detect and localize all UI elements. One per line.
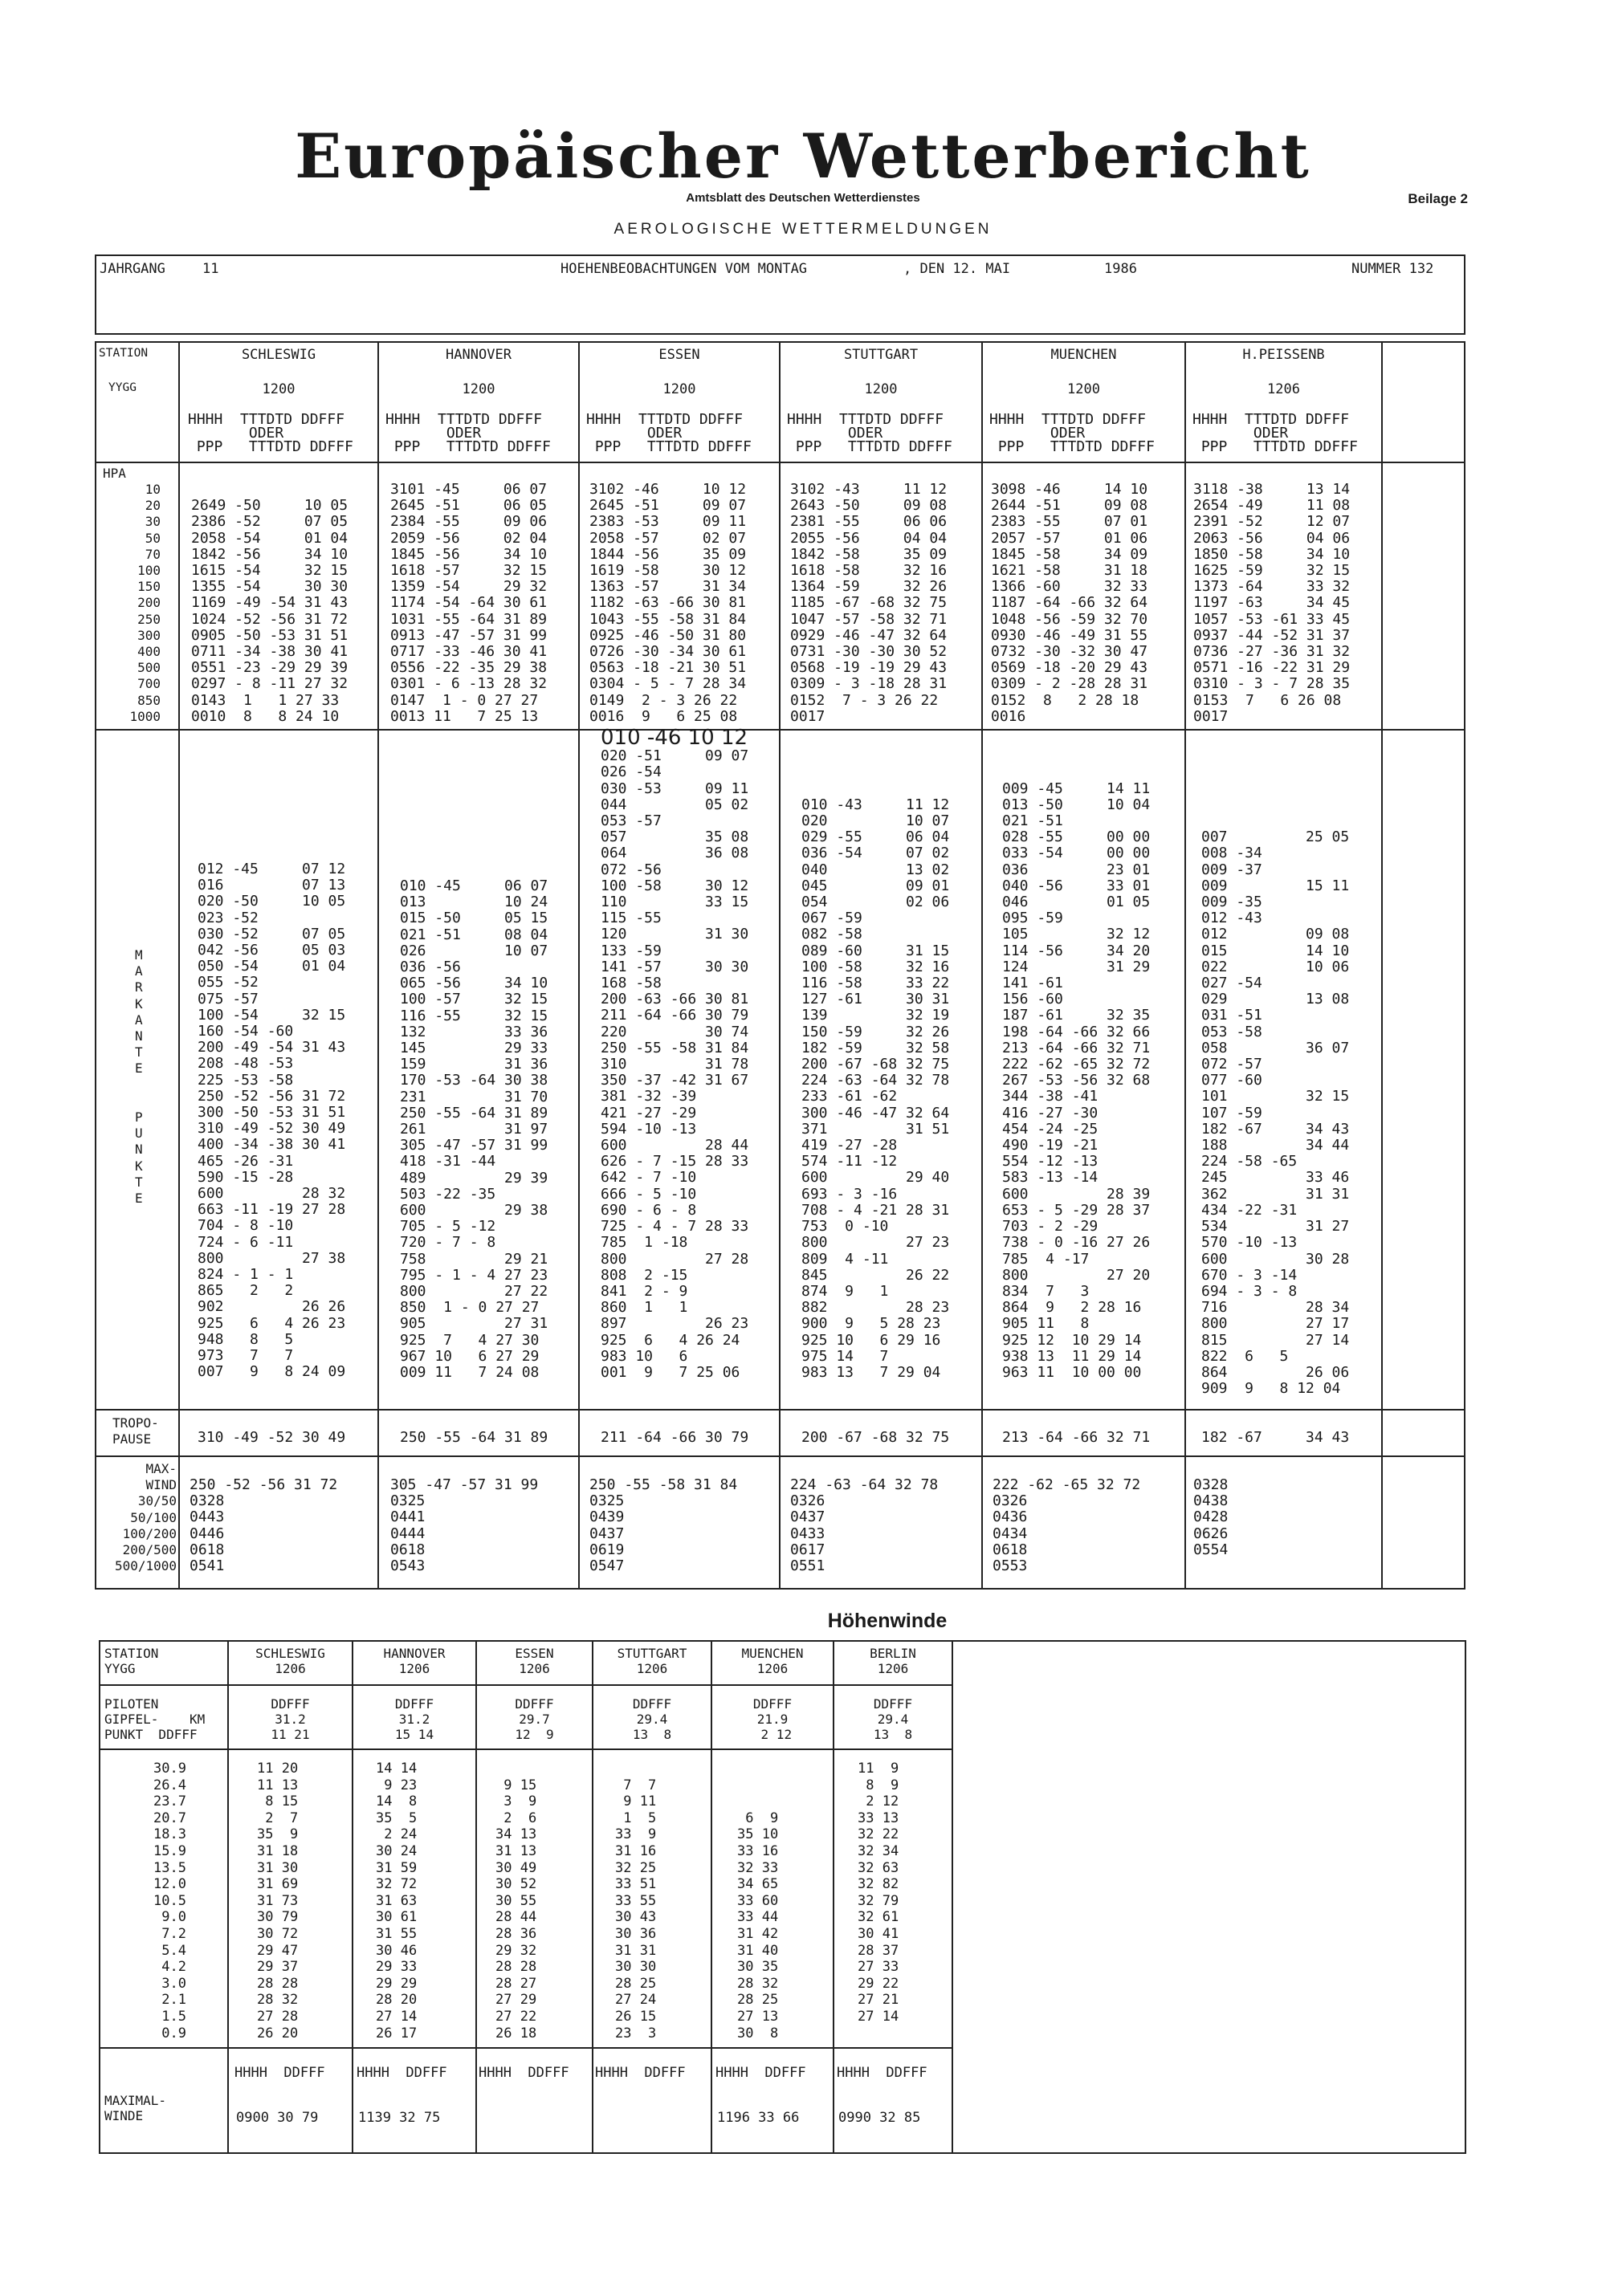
significant-levels: 010 -45 06 07 013 10 24 015 -50 05 15 021 -51 08 04 026 10 07 036 -56 065 -56 34 10 100 -57 32 15 116 -55 32 15 132 33 36 145 29 33 159 31 36 170 -53 -64 30 38 231 31 70 250 -55 -64 31 89 261 31 97 305 -47 -57 31 99 418 -31 -44 489 29 39 503 -22 -35 600 29 38 705 - 5 -12 720 - 7 - 8 758 29 21 795 - 1 - 4 27 23 800 27 22 850 1 - 0 27 27 905 27 31 925 7 4 27 30 967 10 6 27 29 009 11 7 24 08: [400, 877, 548, 1382]
standard-levels: 3102 -46 10 12 2645 -51 09 07 2383 -53 09 11 2058 -57 02 07 1844 -56 35 09 1619 -58 30 12 1363 -57 31 34 1182 -63 -66 30 81 1043 -55 -58 31 84 0925 -46 -50 31 80 0726 -30 -34 30 61 0563 -18 -21 30 51 0304 - 5 - 7 28 34 0149 2 - 3 26 22 0016 9 6 25 08: [589, 481, 747, 725]
col-divider: [578, 341, 580, 1590]
tropopause-value: 213 -64 -66 32 71: [1002, 1429, 1151, 1446]
page-title: Europäischer Wetterbericht: [295, 120, 1311, 192]
station-name: STUTTGART: [843, 347, 919, 363]
maxwind-label: MAX- WIND 30/50 50/100 100/200 200/500 500/1000: [114, 1461, 177, 1574]
year-label: 1986: [1104, 261, 1137, 277]
hw-station-name: SCHLESWIG: [255, 1646, 325, 1661]
significant-levels: 020 -51 09 07 026 -54 030 -53 09 11 044 05 02 053 -57 057 35 08 064 36 08 072 -56 100 -58 30 12 110 33 15 115 -55 120 31 30 133 -59 141 -57 30 30 168 -58 200 -63 -66 30 81 211 -64 -66 30 79 220 30 74 250 -55 -58 31 84 310 31 78 350 -37 -42 31 67 381 -32 -39 421 -27 -29 594 -10 -13 600 28 44 626 - 7 -15 28 33 642 - 7 -10 666 - 5 -10 690 - 6 - 8 725 - 4 - 7 28 33 785 1 -18 800 27 28 808 2 -15 841 2 - 9 860 1 1 897 26 23 925 6 4 26 24 983 10 6 001 9 7 25 06: [601, 747, 749, 1381]
column-header: HHHH TTTDTD DDFFF ODER PPP TTTDTD DDFFF: [787, 411, 952, 455]
row-divider: [95, 462, 1465, 463]
hw-station-time: 1206: [398, 1661, 430, 1676]
hw-station-name: STUTTGART: [617, 1646, 687, 1661]
hw-station-name: BERLIN: [870, 1646, 916, 1661]
hw-winds: 7 7 9 11 1 5 33 9 31 16 32 25 33 51 33 55 30 43 30 36 31 31 30 30 28 25 27 24 26 15 23 3: [615, 1777, 657, 2042]
hw-station-time: 1206: [519, 1661, 550, 1676]
maxwind-values: 250 -55 -58 31 84 0325 0439 0437 0619 0547: [589, 1476, 738, 1575]
station-time: 1200: [864, 381, 898, 397]
hw-max-value: 1196 33 66: [717, 2110, 800, 2126]
row-divider: [95, 729, 1465, 731]
col-divider: [952, 1640, 953, 2154]
hw-gipfel: DDFFF 29.7 12 9: [515, 1696, 554, 1742]
yygg-label: YYGG: [108, 381, 137, 394]
maxwind-values: 250 -52 -56 31 72 0328 0443 0446 0618 0541: [190, 1476, 338, 1575]
standard-levels: 2649 -50 10 05 2386 -52 07 05 2058 -54 01 04 1842 -56 34 10 1615 -54 32 15 1355 -54 30 30 1169 -49 -54 31 43 1024 -52 -56 31 72 0905 -50 -53 31 51 0711 -34 -38 30 41 0551 -23 -29 29 39 0297 - 8 -11 27 32 0143 1 1 27 33 0010 8 8 24 10: [191, 497, 349, 725]
significant-levels: 009 -45 14 11 013 -50 10 04 021 -51 028 -55 00 00 033 -54 00 00 036 23 01 040 -56 33 01 046 01 05 095 -59 105 32 12 114 -56 34 20 124 31 29 141 -61 156 -60 187 -61 32 35 198 -64 -66 32 66 213 -64 -66 32 71 222 -62 -65 32 72 267 -53 -56 32 68 344 -38 -41 416 -27 -30 454 -24 -25 490 -19 -21 554 -12 -13 583 -13 -14 600 28 39 653 - 5 -29 28 37 703 - 2 -29 738 - 0 -16 27 26 785 4 -17 800 27 20 834 7 3 864 9 2 28 16 905 11 8 925 12 10 29 14 938 13 11 29 14 963 11 10 00 00: [1002, 780, 1151, 1381]
column-header: HHHH TTTDTD DDFFF ODER PPP TTTDTD DDFFF: [385, 411, 551, 455]
hw-winds: 11 20 11 13 8 15 2 7 35 9 31 18 31 30 31 69 31 73 30 79 30 72 29 47 29 37 28 28 28 32 27 28 26 20: [257, 1761, 299, 2042]
significant-levels: 007 25 05 008 -34 009 -37 009 15 11 009 -35 012 -43 012 09 08 015 14 10 022 10 06 027 -54 029 13 08 031 -51 053 -58 058 36 07 072 -57 077 -60 101 32 15 107 -59 182 -67 34 43 188 34 44 224 -58 -65 245 33 46 362 31 31 434 -22 -31 534 31 27 570 -10 -13 600 30 28 670 - 3 -14 694 - 3 - 8 716 28 34 800 27 17 815 27 14 822 6 5 864 26 06 909 9 8 12 04: [1201, 828, 1350, 1398]
station-name: SCHLESWIG: [241, 347, 316, 363]
hoehenwinde-title: Höhenwinde: [827, 1610, 948, 1632]
station-time: 1200: [262, 381, 296, 397]
station-name: HANNOVER: [446, 347, 512, 363]
row-divider: [99, 1684, 953, 1686]
tropopause-value: 211 -64 -66 30 79: [601, 1429, 749, 1446]
hw-gipfel: DDFFF 29.4 13 8: [632, 1696, 672, 1742]
maxwind-values: 224 -63 -64 32 78 0326 0437 0433 0617 0551: [790, 1476, 939, 1575]
hw-maximal-label: MAXIMAL- WINDE: [104, 2093, 167, 2123]
significant-levels: 010 -43 11 12 020 10 07 029 -55 06 04 036 -54 07 02 040 13 02 045 09 01 054 02 06 067 -59 082 -58 089 -60 31 15 100 -58 32 16 116 -58 33 22 127 -61 30 31 139 32 19 150 -59 32 26 182 -59 32 58 200 -67 -68 32 75 224 -63 -64 32 78 233 -61 -62 300 -46 -47 32 64 371 31 51 419 -27 -28 574 -11 -12 600 29 40 693 - 3 -16 708 - 4 -21 28 31 753 0 -10 800 27 23 809 4 -11 845 26 22 874 9 1 882 28 23 900 9 5 28 23 925 10 6 29 16 975 14 7 983 13 7 29 04: [801, 796, 950, 1381]
tropopause-label: TROPO- PAUSE: [112, 1415, 159, 1447]
hw-max-header: HHHH DDFFF: [479, 2065, 569, 2081]
maxwind-values: 0328 0438 0428 0626 0554: [1193, 1476, 1229, 1558]
standard-levels: 3098 -46 14 10 2644 -51 09 08 2383 -55 07 01 2057 -57 01 06 1845 -58 34 09 1621 -58 31 18 1366 -60 32 33 1187 -64 -66 32 64 1048 -56 -59 32 70 0930 -46 -49 31 55 0732 -30 -32 30 47 0569 -18 -20 29 43 0309 - 2 -28 28 31 0152 8 2 28 18 0016: [991, 481, 1148, 725]
station-name: ESSEN: [658, 347, 700, 363]
col-divider: [981, 341, 983, 1590]
hw-max-value: 1139 32 75: [358, 2110, 441, 2126]
station-time: 1206: [1267, 381, 1300, 397]
station-time: 1200: [1067, 381, 1100, 397]
observation-label: HOEHENBEOBACHTUNGEN VOM MONTAG: [560, 261, 808, 277]
hw-winds: 14 14 9 23 14 8 35 5 2 24 30 24 31 59 32 72 31 63 30 61 31 55 30 46 29 33 29 29 28 20 27 14 26 17: [376, 1761, 418, 2042]
hw-station-name: MUENCHEN: [741, 1646, 804, 1661]
hw-heights: 30.9 26.4 23.7 20.7 18.3 15.9 13.5 12.0 10.5 9.0 7.2 5.4 4.2 3.0 2.1 1.5 0.9: [153, 1761, 186, 2042]
hw-max-header: HHHH DDFFF: [595, 2065, 686, 2081]
hw-max-value: 0900 30 79: [236, 2110, 319, 2126]
col-divider: [779, 341, 781, 1590]
standard-levels: 3102 -43 11 12 2643 -50 09 08 2381 -55 06 06 2055 -56 04 04 1842 -58 35 09 1618 -58 32 16 1364 -59 32 26 1185 -67 -68 32 75 1047 -57 -58 32 71 0929 -46 -47 32 64 0731 -30 -30 30 52 0568 -19 -19 29 43 0309 - 3 -18 28 31 0152 7 - 3 26 22 0017: [790, 481, 948, 725]
jahrgang-value: 11: [202, 261, 219, 277]
hw-max-value: 0990 32 85: [838, 2110, 921, 2126]
hw-winds: 9 15 3 9 2 6 34 13 31 13 30 49 30 52 30 55 28 44 28 36 29 32 28 28 28 27 27 29 27 22 26 18: [495, 1777, 537, 2042]
hw-winds: 6 9 35 10 33 16 32 33 34 65 33 60 33 44 31 42 31 40 30 35 28 32 28 25 27 13 30 8: [737, 1810, 779, 2042]
hw-max-header: HHHH DDFFF: [357, 2065, 447, 2081]
markante-punkte-label: M A R K A N T E P U N K T E: [135, 947, 143, 1207]
hw-gipfel: DDFFF 21.9 2 12: [752, 1696, 793, 1742]
nummer-label: NUMMER 132: [1351, 261, 1434, 277]
section-title: AEROLOGISCHE WETTERMELDUNGEN: [613, 221, 993, 238]
station-time: 1200: [462, 381, 495, 397]
handwritten-correction: 010 -46 10 12: [601, 726, 748, 750]
row-divider: [99, 1748, 953, 1750]
station-time: 1200: [662, 381, 696, 397]
row-divider: [99, 2047, 953, 2049]
significant-levels: 012 -45 07 12 016 07 13 020 -50 10 05 023 -52 030 -52 07 05 042 -56 05 03 050 -54 01 04 055 -52 075 -57 100 -54 32 15 160 -54 -60 200 -49 -54 31 43 208 -48 -53 225 -53 -58 250 -52 -56 31 72 300 -50 -53 31 51 310 -49 -52 30 49 400 -34 -38 30 41 465 -26 -31 590 -15 -28 600 28 32 663 -11 -19 27 28 704 - 8 -10 724 - 6 -11 800 27 38 824 - 1 - 1 865 2 2 902 26 26 925 6 4 26 23 948 8 5 973 7 7 007 9 8 24 09: [198, 861, 346, 1381]
tropopause-value: 250 -55 -64 31 89: [400, 1429, 548, 1446]
standard-levels: 3118 -38 13 14 2654 -49 11 08 2391 -52 12 07 2063 -56 04 06 1850 -58 34 10 1625 -59 32 15 1373 -64 33 32 1197 -63 34 45 1057 -53 -61 33 45 0937 -44 -52 31 37 0736 -27 -36 31 32 0571 -16 -22 31 29 0310 - 3 - 7 28 35 0153 7 6 26 08 0017: [1193, 481, 1351, 725]
hw-winds: 11 9 8 9 2 12 33 13 32 22 32 34 32 63 32 82 32 79 32 61 30 41 28 37 27 33 29 22 27 21 27 14: [858, 1761, 899, 2025]
beilage-label: Beilage 2: [1408, 191, 1468, 206]
station-name: MUENCHEN: [1050, 347, 1117, 363]
hw-station-time: 1206: [877, 1661, 909, 1676]
station-name: H.PEISSENB: [1242, 347, 1325, 363]
column-header: HHHH TTTDTD DDFFF ODER PPP TTTDTD DDFFF: [188, 411, 353, 455]
standard-levels: 3101 -45 06 07 2645 -51 06 05 2384 -55 09 06 2059 -56 02 04 1845 -56 34 10 1618 -57 32 15 1359 -54 29 32 1174 -54 -64 30 61 1031 -55 -64 31 89 0913 -47 -57 31 99 0717 -33 -46 30 41 0556 -22 -35 29 38 0301 - 6 -13 28 32 0147 1 - 0 27 27 0013 11 7 25 13: [390, 481, 548, 725]
hw-max-header: HHHH DDFFF: [234, 2065, 325, 2081]
column-header: HHHH TTTDTD DDFFF ODER PPP TTTDTD DDFFF: [586, 411, 752, 455]
hw-max-header: HHHH DDFFF: [715, 2065, 806, 2081]
tropopause-value: 200 -67 -68 32 75: [801, 1429, 950, 1446]
hw-station-time: 1206: [756, 1661, 789, 1676]
jahrgang-label: JAHRGANG: [100, 261, 165, 277]
column-header: HHHH TTTDTD DDFFF ODER PPP TTTDTD DDFFF: [1192, 411, 1358, 455]
row-divider: [95, 1409, 1465, 1411]
hw-station-name: HANNOVER: [383, 1646, 446, 1661]
hw-max-header: HHHH DDFFF: [837, 2065, 927, 2081]
col-divider: [377, 341, 379, 1590]
station-label: STATION: [99, 347, 149, 360]
subtitle: Amtsblatt des Deutschen Wetterdienstes: [686, 191, 920, 205]
row-divider: [95, 1455, 1465, 1457]
col-divider: [1381, 341, 1383, 1590]
tropopause-value: 310 -49 -52 30 49: [198, 1429, 346, 1446]
hw-piloten-label: PILOTEN GIPFEL- KM PUNKT DDFFF: [104, 1696, 206, 1742]
hw-station-label: STATION YYGG: [104, 1646, 159, 1676]
col-divider: [178, 341, 180, 1590]
maxwind-values: 305 -47 -57 31 99 0325 0441 0444 0618 0543: [390, 1476, 539, 1575]
hw-station-time: 1206: [636, 1661, 668, 1676]
hw-gipfel: DDFFF 29.4 13 8: [873, 1696, 913, 1742]
hw-station-name: ESSEN: [515, 1646, 554, 1661]
maxwind-values: 222 -62 -65 32 72 0326 0436 0434 0618 0553: [993, 1476, 1141, 1575]
hw-gipfel: DDFFF 31.2 15 14: [394, 1696, 434, 1742]
pressure-levels: 10 20 30 50 70 100 150 200 250 300 400 500 700 850 1000: [129, 482, 161, 724]
col-divider: [1184, 341, 1186, 1590]
tropopause-value: 182 -67 34 43: [1201, 1429, 1350, 1446]
hw-station-time: 1206: [275, 1661, 306, 1676]
column-header: HHHH TTTDTD DDFFF ODER PPP TTTDTD DDFFF: [989, 411, 1155, 455]
date-label: , DEN 12. MAI: [903, 261, 1011, 277]
hpa-label: HPA: [103, 466, 126, 481]
hw-gipfel: DDFFF 31.2 11 21: [271, 1696, 310, 1742]
